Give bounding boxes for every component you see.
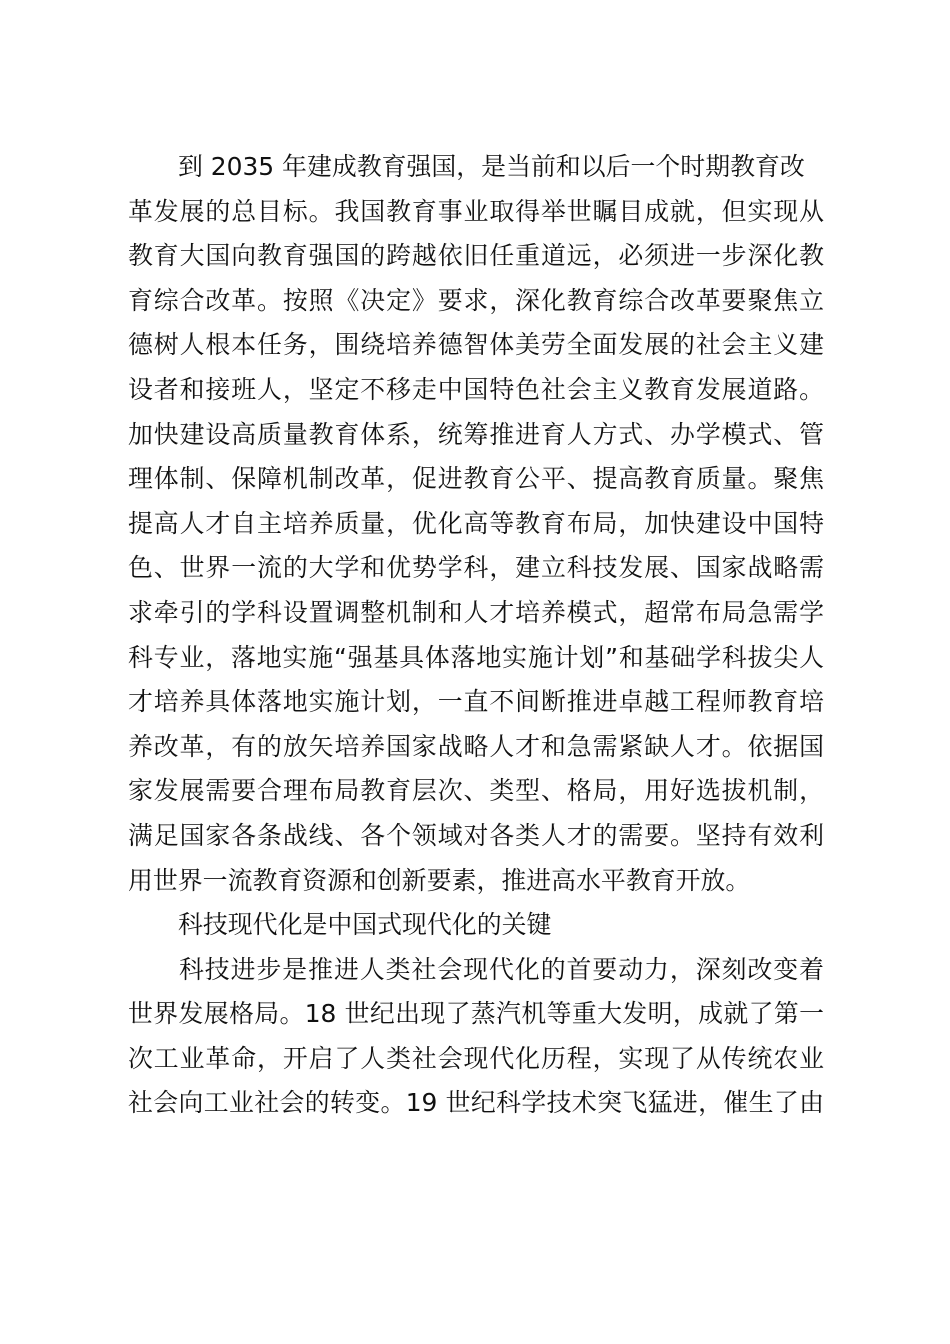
paragraph-science-technology <box>128 948 824 1126</box>
paragraph-line: 育综合改革。按照《决定》要求，深化教育综合改革要聚焦立 <box>128 285 824 315</box>
paragraph-line: 才培养具体落地实施计划，一直不间断推进卓越工程师教育培 <box>128 687 824 717</box>
paragraph-line: 社会向工业社会的转变。19 世纪科学技术突飞猛进，催生了由 <box>128 1088 824 1118</box>
paragraph-line: 家发展需要合理布局教育层次、类型、格局，用好选拔机制， <box>128 776 824 806</box>
paragraph-line <box>128 145 824 190</box>
paragraph-line: 理体制、保障机制改革，促进教育公平、提高教育质量。聚焦 <box>128 464 824 494</box>
paragraph-line <box>128 948 824 993</box>
paragraph-line-text: 科技进步是推进人类社会现代化的首要动力，深刻改变着 <box>178 954 824 984</box>
paragraph-line: 提高人才自主培养质量，优化高等教育布局，加快建设中国特 <box>128 508 824 538</box>
section-heading <box>128 903 824 948</box>
paragraph-line: 色、世界一流的大学和优势学科，建立科技发展、国家战略需 <box>128 553 824 583</box>
paragraph-line: 求牵引的学科设置调整机制和人才培养模式，超常布局急需学 <box>128 597 824 627</box>
paragraph-line: 用世界一流教育资源和创新要素，推进高水平教育开放。 <box>128 865 751 895</box>
paragraph-line: 次工业革命，开启了人类社会现代化历程，实现了从传统农业 <box>128 1043 824 1073</box>
paragraph-line-text: 到 2035 年建成教育强国，是当前和以后一个时期教育改 <box>178 152 805 181</box>
paragraph-line: 设者和接班人，坚定不移走中国特色社会主义教育发展道路。 <box>128 374 824 404</box>
paragraph-line: 科专业，落地实施“强基具体落地实施计划”和基础学科拔尖人 <box>128 642 824 672</box>
document-body <box>128 145 824 1126</box>
paragraph-education-reform <box>128 145 824 903</box>
paragraph-line: 满足国家各条战线、各个领域对各类人才的需要。坚持有效利 <box>128 820 824 850</box>
paragraph-line: 世界发展格局。18 世纪出现了蒸汽机等重大发明，成就了第一 <box>128 999 824 1029</box>
paragraph-line: 养改革，有的放矢培养国家战略人才和急需紧缺人才。依据国 <box>128 731 824 761</box>
paragraph-line: 教育大国向教育强国的跨越依旧任重道远，必须进一步深化教 <box>128 241 824 271</box>
paragraph-line: 革发展的总目标。我国教育事业取得举世瞩目成就，但实现从 <box>128 196 824 226</box>
heading-text: 科技现代化是中国式现代化的关键 <box>178 910 552 940</box>
paragraph-line: 加快建设高质量教育体系，统筹推进育人方式、办学模式、管 <box>128 419 824 449</box>
paragraph-line: 德树人根本任务，围绕培养德智体美劳全面发展的社会主义建 <box>128 330 824 360</box>
